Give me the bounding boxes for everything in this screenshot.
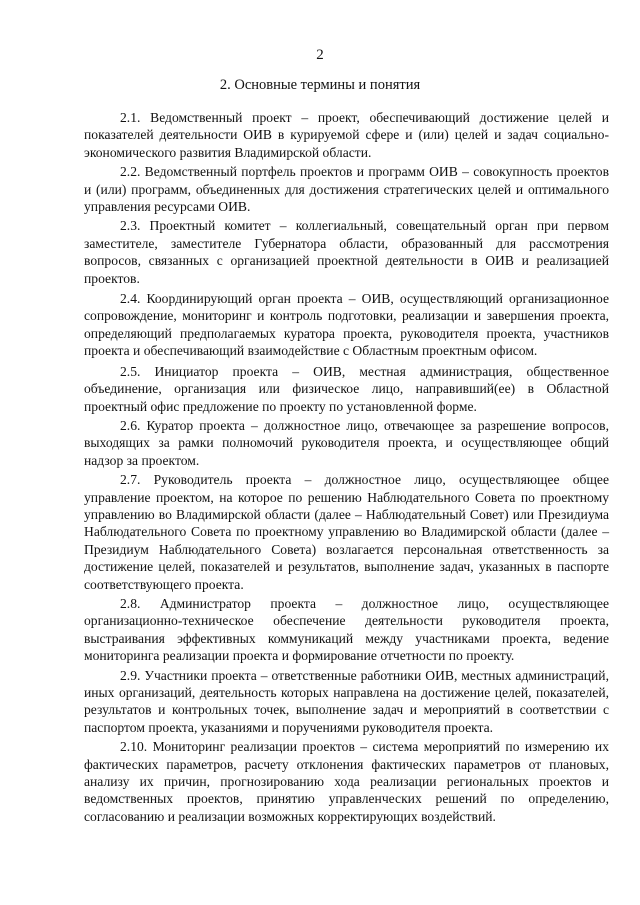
paragraph-2-9: 2.9. Участники проекта – ответственные работники ОИВ, местных администраций, иных организаций, деятельность которых направлена на достижение целей, показателей, результатов и контрольных точек, выполнение задач и мероприятий в соответствии с паспортом проекта, указаниями и поручениями руководителя проекта. <box>84 667 609 735</box>
paragraph-2-10: 2.10. Мониторинг реализации проектов – система мероприятий по измерению их фактических параметров, расчету отклонения фактических параметров от плановых, анализу их причин, прогнозированию хода реализации региональных проектов и ведомственных проектов, принятию управленческих решений по определению, согласованию и реализации возможных корректирующих воздействий. <box>84 739 609 824</box>
paragraph-2-7: 2.7. Руководитель проекта – должностное лицо, осуществляющее общее управление проектом, на которое по решению Наблюдательного Совета по проектному управлению во Владимирской области (далее – Наблюдательный Совет) или Президиума Наблюдательного Совета по проектному управлению во Владимирской области (далее – Президиум Наблюдательного Совета) возлагается персональная ответственность за достижение целей, показателей и результатов, выполнение задач, указанных в паспорте соответствующего проекта. <box>84 472 609 592</box>
paragraph-2-5: 2.5. Инициатор проекта – ОИВ, местная администрация, общественное объединение, организация или физическое лицо, направивший(ее) в Областной проектный офис предложение по проекту по установленной форме. <box>84 363 609 414</box>
paragraph-2-4: 2.4. Координирующий орган проекта – ОИВ, осуществляющий организационное сопровождение, мониторинг и контроль подготовки, реализации и завершения проекта, определяющий предполагаемых куратора проекта, руководителя проекта, участников проекта и обеспечивающий взаимодействие с Областным проектным офисом. <box>84 291 609 359</box>
paragraph-2-8: 2.8. Администратор проекта – должностное лицо, осуществляющее организационно-техническое обеспечение деятельности руководителя проекта, выстраивания эффективных коммуникаций между участниками проекта, ведение мониторинга реализации проекта и формирование отчетности по проекту. <box>84 595 609 664</box>
page-number: 2 <box>316 47 324 63</box>
paragraph-2-1: 2.1. Ведомственный проект – проект, обеспечивающий достижение целей и показателей деятельности ОИВ в курируемой сфере и (или) целей и задач социально-экономического развития Владимирской области. <box>84 110 609 160</box>
paragraph-2-2: 2.2. Ведомственный портфель проектов и программ ОИВ – совокупность проектов и (или) программ, объединенных для достижения стратегических целей и оптимального управления ресурсами ОИВ. <box>84 164 609 215</box>
section-heading: 2. Основные термины и понятия <box>219 77 421 93</box>
paragraph-2-3: 2.3. Проектный комитет – коллегиальный, совещательный орган при первом заместителе, заместителе Губернатора области, образованный для рассмотрения вопросов, связанных с организацией проектной деятельности в ОИВ и реализацией проектов. <box>84 218 609 286</box>
document-body <box>84 109 609 827</box>
paragraph-2-6: 2.6. Куратор проекта – должностное лицо, отвечающее за разрешение вопросов, выходящих за рамки полномочий руководителя проекта, и осуществляющее общий надзор за проектом. <box>84 417 609 468</box>
